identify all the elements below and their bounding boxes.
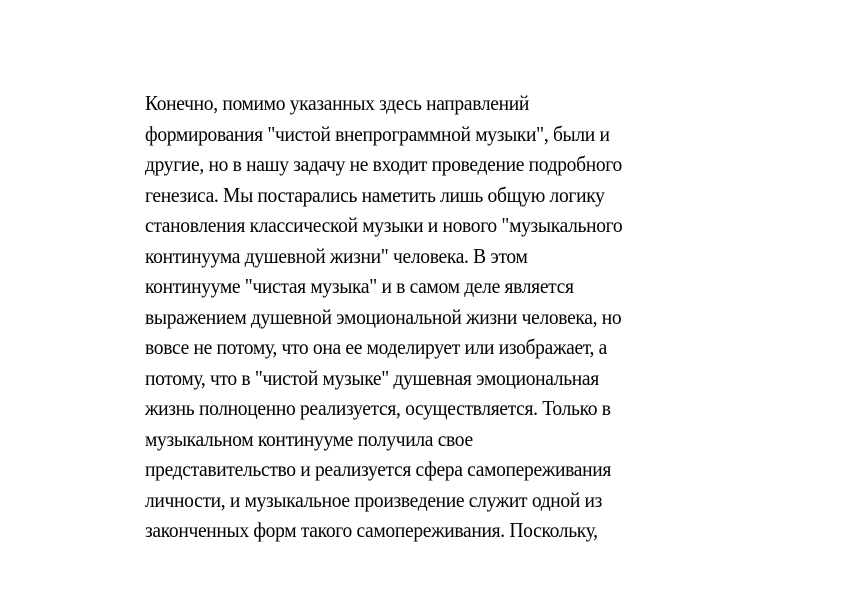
- text-line: вовсе не потому, что она ее моделирует или изображает, а: [145, 335, 608, 359]
- text-line: континууме "чистая музыка" и в самом деле является: [145, 274, 574, 298]
- text-line: другие, но в нашу задачу не входит проведение подробного: [145, 152, 622, 176]
- text-line: Конечно, помимо указанных здесь направлений: [145, 91, 530, 115]
- text-line: жизнь полноценно реализуется, осуществляется. Только в: [145, 396, 611, 420]
- text-line: потому, что в "чистой музыке" душевная эмоциональная: [145, 365, 599, 390]
- text-line: законченных форм такого самопереживания. Поскольку,: [145, 518, 598, 542]
- text-line: становления классической музыки и нового "музыкального: [145, 213, 623, 237]
- text-line: генезиса. Мы постарались наметить лишь общую логику: [145, 182, 605, 207]
- text-line: представительство и реализуется сфера самопереживания: [145, 457, 611, 481]
- body-paragraph: [145, 88, 745, 546]
- text-line: выражением душевной эмоциональной жизни человека, но: [145, 304, 622, 329]
- text-line: личности, и музыкальное произведение служит одной из: [145, 487, 603, 512]
- text-line: формирования "чистой внепрограммной музыки", были и: [145, 121, 610, 146]
- text-line: музыкальном континууме получила свое: [145, 426, 473, 451]
- text-line: континуума душевной жизни" человека. В этом: [145, 243, 528, 268]
